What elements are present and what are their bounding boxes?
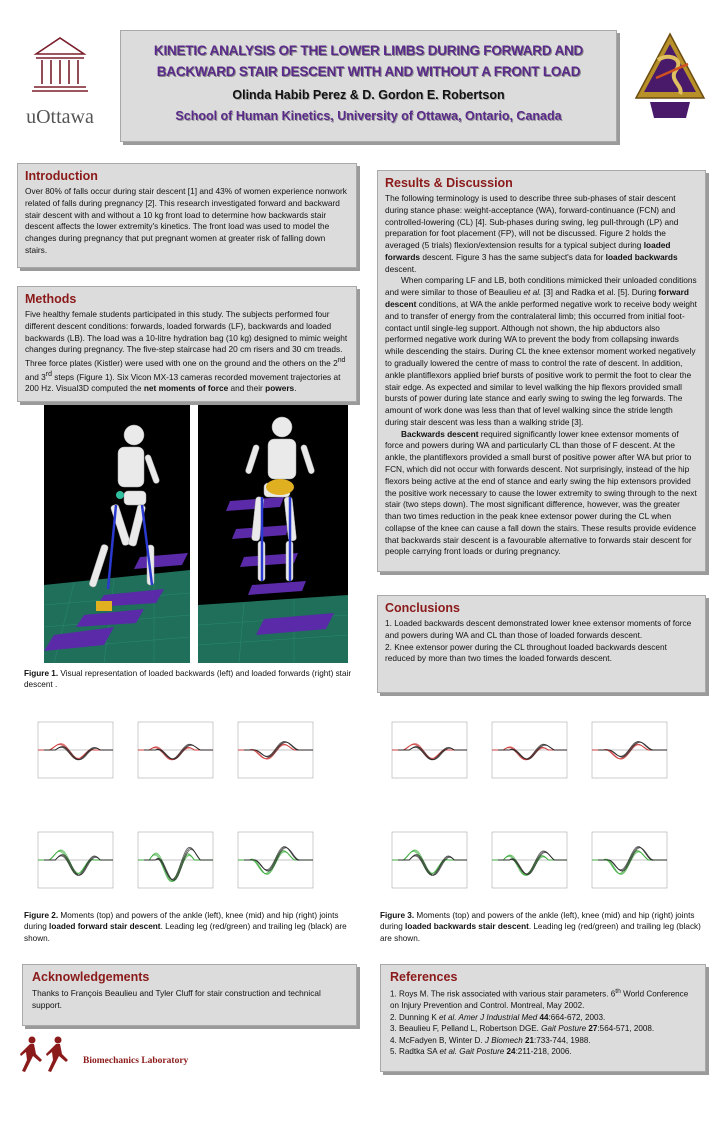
authors: Olinda Habib Perez & D. Gordon E. Robertson [232,87,505,102]
fig2-plot-moment-hip [224,710,319,790]
poster-title-line1: KINETIC ANALYSIS OF THE LOWER LIMBS DURING FORWARD AND [153,43,584,58]
fig3-plot-moment-ankle [378,710,473,790]
fig2-plot-power-hip [224,820,319,900]
affiliation: School of Human Kinetics, University of Ottawa, Ontario, Canada [175,108,562,123]
biomechanics-lab-logo [20,1034,195,1074]
fig3-plot-moment-knee [478,710,573,790]
uottawa-wordmark: uOttawa [26,106,94,128]
poster-title-line2: BACKWARD STAIR DESCENT WITH AND WITHOUT A FRONT LOAD [156,63,581,79]
fig3-plot-power-knee [478,820,573,900]
figure3-caption: Figure 3. Moments (top) and powers of the ankle (left), knee (mid) and hip (right) joints during loaded backwards stair descent. Leading leg (red/green) and trailing leg (black) are shown. [380,911,701,943]
reference-1: 1. Roys M. The risk associated with various stair parameters. 6th World Conference on Injury Prevention and Control. Montreal, May 2002. [390,988,689,1011]
results-panel [377,170,706,572]
biomechanics-lab-label: Biomechanics Laboratory [83,1056,189,1066]
results-text [385,193,698,558]
fig2-plot-power-knee [124,820,219,900]
introduction-panel [17,163,357,268]
acknowledgements-text: Thanks to François Beaulieu and Tyler Cluff for stair construction and technical support. [32,988,321,1010]
methods-heading: Methods [25,292,77,306]
figure1-image [44,405,348,663]
methods-text: Five healthy female students participated in this study. The subjects performed four different descent conditions: forwards, loaded forwards (LF), backwards and loaded backwards (LB). The load was a 10-litre hydration bag (10 kg) designed to mimic weight changes during pregnancy. The five-step staircase had 20 cm risers and 30 cm treads. Three force plates (Kistler) were used with one on the ground and the others on the 2nd and 3rd steps (Figure 1). Six Vicon MX-13 cameras recorded movement trajectories at 200 Hz. Visual3D computed the net moments of force and their powers. [25,309,348,394]
results-paragraph-1: The following terminology is used to describe three sub-phases of stair descent during stance phase: weight-acceptance (WA), forward-continuance (FCN) and controlled-lowering (CL) [4]. Sub-phases during swing, leg pull-through (LP) and preparation for foot placement (FP), will not be discussed. Figure 2 holds the averaged (5 trials) flexion/extension results for a typical subject during loaded forwards descent. Figure 3 has the same subject's data for loaded backwards descent. [385,193,679,274]
introduction-heading: Introduction [25,169,98,183]
fig2-plot-moment-knee [124,710,219,790]
figure1-caption: Figure 1. Visual representation of loaded backwards (left) and loaded forwards (right) stair descent . [24,669,352,690]
kinetics-logo [632,30,708,128]
fig3-plot-power-ankle [378,820,473,900]
uottawa-logo [14,30,106,130]
methods-panel [17,286,357,402]
conclusion-item-2: 2. Knee extensor power during the CL throughout loaded backwards descent reduced by more than two times the loaded forwards descent. [385,641,667,664]
references-panel [380,964,706,1072]
conclusions-panel [377,595,706,693]
references-heading: References [390,970,458,984]
results-heading: Results & Discussion [385,176,513,190]
fig2-plot-power-ankle [24,820,119,900]
figure2-caption: Figure 2. Moments (top) and powers of the ankle (left), knee (mid) and hip (right) joints during loaded forward stair descent. Leading leg (red/green) and trailing leg (black) are shown. [24,911,347,943]
conclusions-heading: Conclusions [385,601,461,615]
results-paragraph-2: When comparing LF and LB, both conditions mimicked their unloaded conditions and were similar to those of Beaulieu et al. [3] and Radka et al. [5]. During forward descent conditions, at WA the ankle performed negative work to receive body weight and to transfer of energy from the contralateral limb; this occurred from initial foot-contact until single-leg support. Although not shown, the hip abductors also performed negative work during WA to prevent the body from collapsing inwards while descending the stairs. During CL the knee extensor moment worked negatively to gradually lowered the centre of mass to control the rate of descent. In addition, ankle plantiflexors applied brief bursts of positive work to permit the foot to clear the stair edge. As expected and similar to level walking the hip flexors provided small bursts of power during late stance and early swing to swing the leg forwards. The amount of work done was less than that of level walking since the stride length during stair descent was less than a walking stride [3]. [385,275,697,427]
fig3-plot-power-hip [578,820,673,900]
title-panel [120,30,617,142]
reference-4: 4. McFadyen B, Winter D. J Biomech 21:733-744, 1988. [390,1035,591,1045]
acknowledgements-panel [22,964,357,1026]
conclusion-item-1: 1. Loaded backwards descent demonstrated lower knee extensor moments of force and powers during WA and CL than those of loaded forwards descent. [385,618,692,640]
fig2-plot-moment-ankle [24,710,119,790]
reference-2: 2. Dunning K et al. Amer J Industrial Med 44:664-672, 2003. [390,1012,606,1022]
reference-5: 5. Radtka SA et al. Gait Posture 24:211-218, 2006. [390,1047,572,1057]
fig3-plot-moment-hip [578,710,673,790]
introduction-text: Over 80% of falls occur during stair descent [1] and 43% of women experience nonwork related of falls during pregnancy [2]. This research investigated forward and backward stair descent with and without a 10 kg front load to determine how backwards stair descent affects the lower extremity's kinetics. The front load was used to model the changes during pregnancy that put pregnant women at greater risk of falling down stairs. [25,186,347,255]
reference-3: 3. Beaulieu F, Pelland L, Robertson DGE. Gait Posture 27:564-571, 2008. [390,1024,655,1034]
results-paragraph-3: Backwards descent required significantly lower knee extensor moments of force and powers during WA and particularly CL than those of F descent. At the ankle, the plantiflexors provided a small burst of positive power after WA but prior to FCN, which did not occur with forwards descent. Not surprisingly, instead of the hip flexors being active at the end of stance and early swing the hip extensors provided the positive work necessary to cause the lower extremity to swing through to the next stair (two steps down). The most significant difference, however, was the greater than two times reduction in the peak knee extensor power during the CL when collapse of the knee can cause a fall down the stairs. These results provide evidence that backwards stair descent is a favourable alternative to forwards stair descent for people carrying front loads or during pregnancy. [385,428,697,557]
acknowledgements-heading: Acknowledgements [32,970,150,984]
